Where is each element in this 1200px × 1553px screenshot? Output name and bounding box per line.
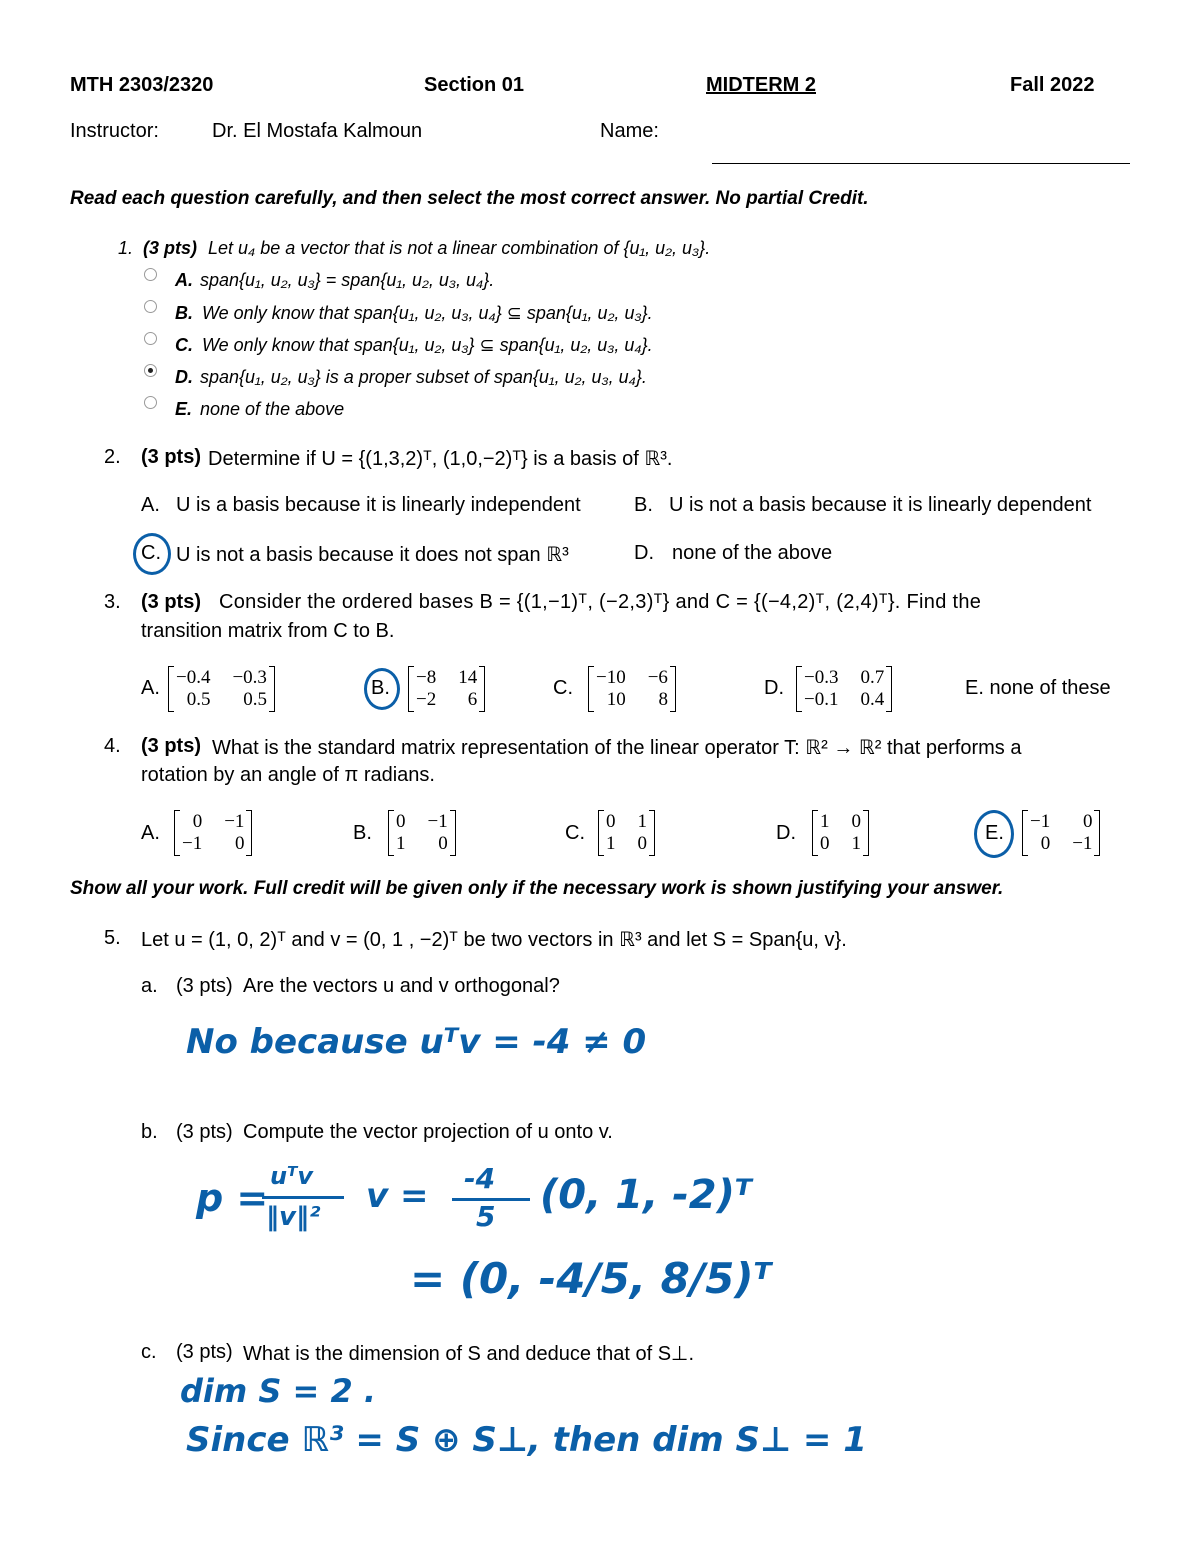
q4-option-b-matrix[interactable] <box>388 810 456 856</box>
q2-option-c-text[interactable]: U is not a basis because it does not span ℝ³ <box>176 544 569 566</box>
matrix-entry: 0.4 <box>860 689 885 710</box>
matrix-entry: 14 <box>458 667 478 688</box>
q5b-text: Compute the vector projection of u onto v. <box>243 1121 613 1143</box>
matrix-entry: 1 <box>851 833 861 854</box>
handwritten-answer-a: No because uᵀv = -4 ≠ 0 <box>186 1022 647 1062</box>
q5a-points: (3 pts) <box>176 975 233 997</box>
q1-points: (3 pts) <box>143 238 197 258</box>
matrix-entry: −0.1 <box>804 689 839 710</box>
q3-option-a-label: A. <box>141 677 160 699</box>
matrix-entry: −0.4 <box>176 667 211 688</box>
q2-text: Determine if U = {(1,3,2)ᵀ, (1,0,−2)ᵀ} is a basis of ℝ³. <box>208 448 673 470</box>
term: Fall 2022 <box>1010 74 1095 96</box>
q1-option-c-radio[interactable] <box>144 332 157 345</box>
q1-option-a-radio[interactable] <box>144 268 157 281</box>
handwritten-dim-s-perp: Since ℝ³ = S ⊕ S⊥, then dim S⊥ = 1 <box>186 1420 867 1460</box>
q3-option-e-text[interactable]: E. none of these <box>965 677 1111 699</box>
instructor-name: Dr. El Mostafa Kalmoun <box>212 120 423 142</box>
course-code: MTH 2303/2320 <box>70 74 214 96</box>
handwritten-dim-s: dim S = 2 . <box>180 1372 377 1410</box>
q2-option-c-label: C. <box>141 542 161 564</box>
q5b-points: (3 pts) <box>176 1121 233 1143</box>
matrix-entry: 1 <box>820 811 830 832</box>
q1-option-e-label: E. <box>175 399 193 419</box>
q4-option-e-label: E. <box>985 822 1004 844</box>
q1-option-a-text: span{u₁, u₂, u₃} = span{u₁, u₂, u₃, u₄}. <box>200 270 495 290</box>
matrix-entry: 0 <box>606 811 616 832</box>
work-instructions: Show all your work. Full credit will be given only if the necessary work is shown justifying your answer. <box>70 878 1004 899</box>
matrix-entry: 0.5 <box>243 689 267 710</box>
q1-option-c-text: We only know that span{u₁, u₂, u₃} ⊆ span{u₁, u₂, u₃, u₄}. <box>202 335 653 355</box>
q3-option-b-label: B. <box>371 677 390 699</box>
matrix-entry: −1 <box>1030 811 1051 832</box>
handwritten-frac-num: uᵀv <box>270 1162 314 1190</box>
matrix-entry: 0 <box>820 833 830 854</box>
exam-title: MIDTERM 2 <box>706 74 816 96</box>
matrix-entry: −10 <box>596 667 626 688</box>
section: Section 01 <box>424 74 525 96</box>
q2-points: (3 pts) <box>141 446 201 468</box>
q3-option-c-label: C. <box>553 677 573 699</box>
matrix-entry: 0 <box>438 833 448 854</box>
q4-option-d-matrix[interactable] <box>812 810 869 856</box>
matrix-entry: 1 <box>606 833 616 854</box>
matrix-entry: 1 <box>396 833 406 854</box>
q3-option-a-matrix[interactable] <box>168 666 275 712</box>
q3-number: 3. <box>104 591 121 613</box>
matrix-entry: 0.7 <box>860 667 885 688</box>
q1-option-b-radio[interactable] <box>144 300 157 313</box>
q4-option-c-label: C. <box>565 822 585 844</box>
matrix-entry: 0 <box>396 811 406 832</box>
q3-option-c-matrix[interactable] <box>588 666 676 712</box>
q5c-points: (3 pts) <box>176 1341 233 1363</box>
matrix-entry: 6 <box>467 689 478 710</box>
handwritten-frac2-den: 5 <box>476 1200 496 1233</box>
q5c-text: What is the dimension of S and deduce that of S⊥. <box>243 1343 695 1365</box>
q1-option-c-label: C. <box>175 335 193 355</box>
q3-option-d-matrix[interactable] <box>796 666 892 712</box>
handwritten-frac-den: ‖v‖² <box>266 1202 321 1232</box>
q3-points: (3 pts) <box>141 591 201 613</box>
name-label: Name: <box>600 120 659 142</box>
matrix-entry: −2 <box>416 689 437 710</box>
q5a-label: a. <box>141 975 158 997</box>
q4-text: What is the standard matrix representation of the linear operator T: ℝ² → ℝ² that performs a <box>212 737 1022 759</box>
q1-option-d-radio-selected[interactable] <box>144 364 157 377</box>
q5b-label: b. <box>141 1121 158 1143</box>
q5c-label: c. <box>141 1341 157 1363</box>
q1-option-d-text: span{u₁, u₂, u₃} is a proper subset of span{u₁, u₂, u₃, u₄}. <box>200 367 647 387</box>
matrix-entry: −0.3 <box>232 667 267 688</box>
q2-option-a-text[interactable]: U is a basis because it is linearly independent <box>176 494 581 516</box>
matrix-entry: −8 <box>416 667 437 688</box>
q2-option-d-label: D. <box>634 542 654 564</box>
q4-points: (3 pts) <box>141 735 201 757</box>
q4-option-e-matrix[interactable] <box>1022 810 1100 856</box>
matrix-entry: 0 <box>192 811 203 832</box>
matrix-entry: 0 <box>234 833 245 854</box>
q4-option-a-label: A. <box>141 822 160 844</box>
q3-text-line2: transition matrix from C to B. <box>141 620 395 642</box>
q2-number: 2. <box>104 446 121 468</box>
matrix-entry: −0.3 <box>804 667 839 688</box>
matrix-entry: 0 <box>637 833 647 854</box>
handwritten-frac2-num: -4 <box>464 1162 496 1195</box>
name-field[interactable] <box>712 163 1130 164</box>
q2-option-b-label: B. <box>634 494 653 516</box>
q5-text: Let u = (1, 0, 2)ᵀ and v = (0, 1 , −2)ᵀ be two vectors in ℝ³ and let S = Span{u, v}. <box>141 929 847 951</box>
q1-text: Let u₄ be a vector that is not a linear combination of {u₁, u₂, u₃}. <box>208 238 711 258</box>
q5-number: 5. <box>104 927 121 949</box>
handwritten-v-equals: v = <box>366 1176 429 1216</box>
q3-option-b-matrix[interactable] <box>408 666 485 712</box>
mc-instructions: Read each question carefully, and then select the most correct answer. No partial Credit. <box>70 188 869 209</box>
matrix-entry: −1 <box>182 833 203 854</box>
matrix-entry: −1 <box>1072 833 1093 854</box>
q1-option-b-text: We only know that span{u₁, u₂, u₃, u₄} ⊆ span{u₁, u₂, u₃}. <box>202 303 653 323</box>
matrix-entry: 1 <box>637 811 647 832</box>
q2-option-d-text[interactable]: none of the above <box>672 542 833 564</box>
q4-option-a-matrix[interactable] <box>174 810 252 856</box>
q1-option-a-label: A. <box>175 270 193 290</box>
matrix-entry: 10 <box>606 689 626 710</box>
q4-number: 4. <box>104 735 121 757</box>
matrix-entry: 0.5 <box>186 689 211 710</box>
matrix-entry: 0 <box>851 811 861 832</box>
q1-option-b-label: B. <box>175 303 193 323</box>
q4-option-b-label: B. <box>353 822 372 844</box>
q1-option-d-label: D. <box>175 367 193 387</box>
q5a-text: Are the vectors u and v orthogonal? <box>243 975 560 997</box>
matrix-entry: −1 <box>224 811 245 832</box>
handwritten-projection-result: = (0, -4/5, 8/5)ᵀ <box>410 1254 772 1303</box>
handwritten-vector-v: (0, 1, -2)ᵀ <box>540 1172 753 1218</box>
q2-option-b-text[interactable]: U is not a basis because it is linearly dependent <box>669 494 1092 516</box>
handwritten-p: p = <box>196 1176 269 1220</box>
q1-number: 1. <box>118 238 134 258</box>
q1-option-e-text: none of the above <box>200 399 345 419</box>
matrix-entry: −1 <box>427 811 448 832</box>
instructor-label: Instructor: <box>70 120 159 142</box>
matrix-entry: −6 <box>647 667 668 688</box>
matrix-entry: 0 <box>1082 811 1093 832</box>
q4-option-d-label: D. <box>776 822 796 844</box>
q2-option-a-label: A. <box>141 494 160 516</box>
matrix-entry: 8 <box>658 689 668 710</box>
q4-option-c-matrix[interactable] <box>598 810 655 856</box>
q3-option-d-label: D. <box>764 677 784 699</box>
q4-text-line2: rotation by an angle of π radians. <box>141 764 435 786</box>
matrix-entry: 0 <box>1040 833 1051 854</box>
handwritten-frac-bar <box>262 1196 344 1199</box>
q1-option-e-radio[interactable] <box>144 396 157 409</box>
q3-text: Consider the ordered bases B = {(1,−1)ᵀ, (−2,3)ᵀ} and C = {(−4,2)ᵀ, (2,4)ᵀ}. Find the <box>219 591 982 613</box>
